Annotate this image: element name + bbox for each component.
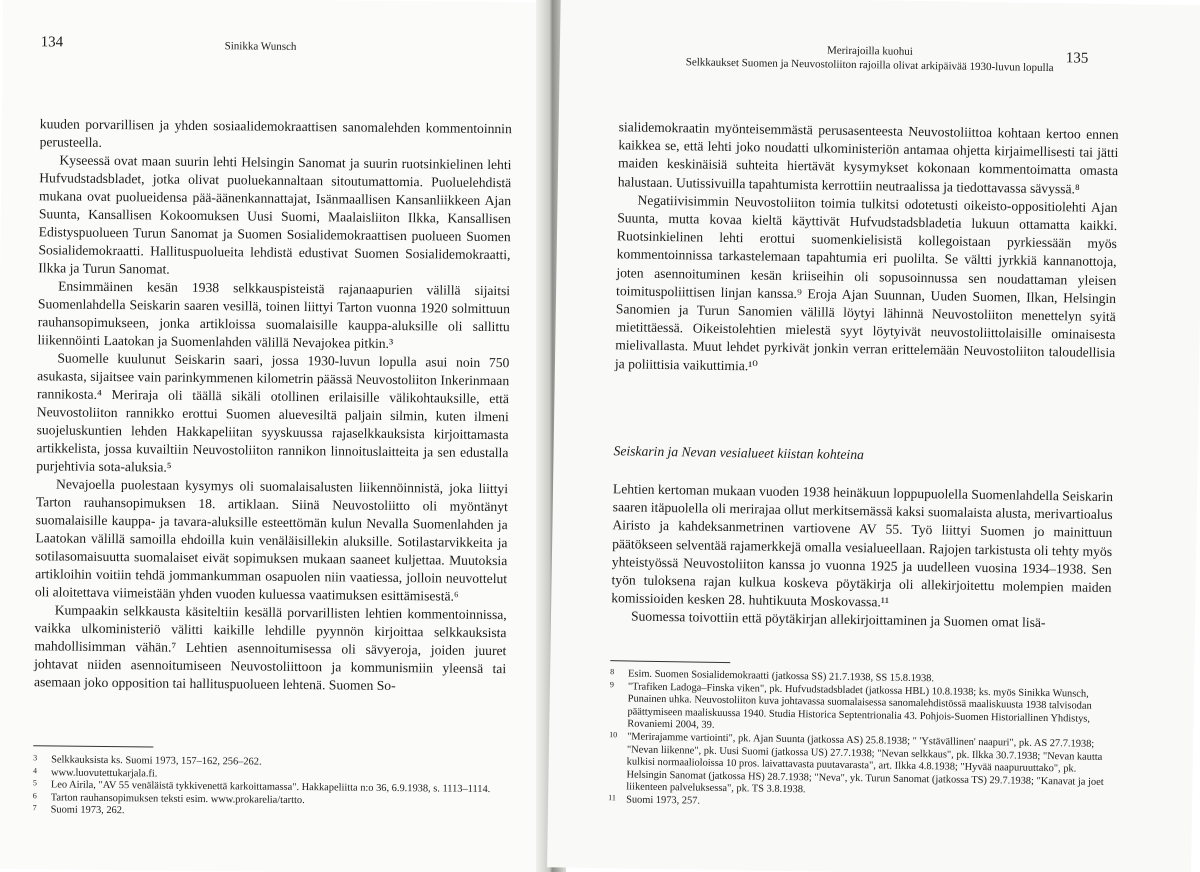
- footnote-divider: [33, 745, 153, 747]
- running-head-subtitle: Selkkaukset Suomen ja Neuvostoliiton rajoilla olivat arkipäivää 1930-luvun lopulla: [685, 56, 1054, 75]
- paragraph: Lehtien kertoman mukaan vuoden 1938 heinäkuun loppupuolella Suomenlahdella Seiskarin saaren itäpuolella oli merirajaa ollut merkitsemässä kaksi suomalaista alusta, merivartioalus Airisto ja kahdeksanmetrinen vartiovene AV 55. Työ liittyi Suomen jo mainittuun päätökseen selventää rajamerkkejä omalla vesialueellaan. Rajojen tarkistusta oli tehty myös yhteistyössä Neuvostoliiton kanssa jo vuonna 1925 ja uudelleen vuosina 1934–1938. Sen työn tuloksena rajan kulkua koskeva pöytäkirja oli allekirjoitettu molempien maiden komissioiden kesken 28. huhtikuuta Moskovassa.¹¹: [611, 481, 1114, 610]
- left-footnotes: [33, 754, 504, 822]
- paragraph: Kumpaakin selkkausta käsiteltiin kesällä porvarillisten lehtien kommentoinnissa, vaikka ulkoministeriö välitti kaikille lehdille pyynnön kirjoittaa selkkauksista mahdollisimman vähän.⁷ Lehtien asennoitumisessa oli sävyeroja, joiden juuret johtavat niiden asennoitumiseen Neuvostoliittoon ja kommunismiin yleensä tai asemaan joko opposition tai hallituspuolueen lehtenä. Suomen So-: [33, 602, 507, 694]
- running-head-author: Sinikka Wunsch: [224, 40, 297, 53]
- footnote: [608, 731, 1109, 802]
- footnote-number: 7: [32, 803, 37, 813]
- footnote-number: 4: [33, 765, 38, 775]
- footnote-number: 5: [32, 778, 37, 788]
- footnote-number: 3: [33, 753, 38, 763]
- page-number-left: 134: [40, 34, 64, 51]
- running-head-title: Merirajoilla kuohui: [826, 44, 913, 58]
- footnote-text: Suomi 1973, 262.: [50, 804, 125, 817]
- footnote-text: www.luovutettukarjala.fi.: [50, 767, 158, 780]
- footnote-text: "Merirajamme vartiointi", pk. Ajan Suunta (jatkossa AS) 25.8.1938; " 'Ystävällinen' naapuri", pk. AS 27.7.1938; "Nevan liikenne", pk. Uusi Suomi (jatkossa US) 27.7.1938; "Nevan selkkaus", pk. Ilkka 30.7.1938; "Nevan kautta kulkisi normaalioloissa 10 pros. laivattavasta puutavarasta", art. Ilkka 4.8.1938; "Hyvää naapuruuttako", pk. Helsingin Sanomat (jatkossa HS) 28.7.1938; "Neva", yk. Turun Sanomat (jatkossa TS) 29.7.1938; "Kanavat ja joet liikenteen palveluksessa", pk. TS 3.8.1938.: [626, 731, 1104, 796]
- right-page: [547, 0, 1200, 872]
- paragraph: Suomelle kuulunut Seiskarin saari, jossa 1930-luvun lopulla asui noin 750 asukasta, sijaitsee vain parinkymmenen kilometrin päässä Neuvostoliiton Inkerinmaan rannikosta.⁴ Meriraja oli täällä sikäli otollinen erilaisille välikohtauksille, että Neuvostoliiton rannikko erottui Suomen aluevesiltä paljain silmin, kuten ilmeni suojeluskuntien lehden Hakkapeliitan syyskuussa rajaselkkauksista kirjoittamasta artikkelista, jossa kuvailtiin Neuvostoliiton rannikon linnoituslaitteita ja sen edustalla purjehtivia sota-aluksia.⁵: [36, 350, 510, 475]
- paragraph: sialidemokraatin myönteisemmästä perusasenteesta Neuvostoliittoa kohtaan kertoo ennen kaikkea se, että lehti joko noudatti ulkoministeriön antamaa ohjetta kirjaimellisesti tai jätti maiden keskinäisiä suhteita hiertävät kysymykset kokonaan kommentoimatta omasta halustaan. Uutissivuilla tapahtumista kerrottiin neutraalissa ja tiedottavassa sävyssä.⁸: [617, 119, 1119, 197]
- paragraph: Ensimmäinen kesän 1938 selkkauspisteistä rajanaapurien välillä sijaitsi Suomenlahdella Seiskarin saaren vesillä, toinen liittyi Tarton vuonna 1920 solmittuun rauhansopimukseen, jonka artikloissa suomalaisille kauppa-aluksille oli sallittu liikennöinti Laatokan ja Suomenlahden välillä Nevajokea pitkin.³: [37, 278, 511, 351]
- footnote-number: 8: [610, 667, 615, 677]
- footnote-text: Tarton rauhansopimuksen teksti esim. www.prokarelia/tartto.: [50, 792, 305, 806]
- right-body-text-2: [611, 480, 1113, 633]
- footnote-text: Suomi 1973, 257.: [626, 794, 701, 807]
- right-body-text: [615, 118, 1119, 381]
- paragraph: Negatiivisimmin Neuvostoliiton toimia tulkitsi odotetusti oikeisto-oppositiolehti Ajan Suunta, mutta kovaa kieltä käyttivät Hufvudstadsbladetia lukuun ottamatta kaikki. Ruotsinkielinen lehti erottui suomenkielisistä kollegoistaan pyrkiessään myös kommentoinnissa tarkastelemaan tapahtumia eri puolilta. Se vältti jyrkkiä kannanottoja, joten asennoituminen kesän kriiseihin oli sopusoinnussa sen noudattaman yleisen toimituspoliittisen linjan kanssa.⁹ Eroja Ajan Suunnan, Uuden Suomen, Ilkan, Helsingin Sanomien ja Turun Sanomien välillä löytyi lähinnä Neuvostoliiton menettelyn syitä mietittäessä. Oikeistolehtien mielestä syyt löytyivät neuvostoliittolaisille ominaisesta mielivallasta. Muut lehdet pyrkivät jonkin verran erittelemään Neuvostoliiton taloudellisia ja poliittisia vaikuttimia.¹⁰: [614, 192, 1118, 374]
- footnote-divider: [610, 660, 730, 663]
- paragraph: Nevajoella puolestaan kysymys oli suomalaisalusten liikennöinnistä, joka liittyi Tarton rauhansopimuksen 18. artiklaan. Siinä Neuvostoliitto oli myöntänyt suomalaisille kauppa- ja tavara-aluksille esteettömän kulun Nevalla Suomenlahden ja Laatokan välillä samoilla ehdoilla kuin venäläisillekin aluksille. Sotilastarvikkeita ja sotilasomaisuutta suomalaiset eivät sopimuksen mukaan saaneet kuljettaa. Muutoksia artikloihin voitiin tehdä jommankumman osapuolen niin vaatiessa, jolloin neuvottelut oli aloitettava viimeistään yhden vuoden kuluessa vaatimuksen esittämisestä.⁶: [34, 476, 509, 604]
- paragraph: Suomessa toivottiin että pöytäkirjan allekirjoittaminen ja Suomen omat lisä-: [630, 608, 1046, 631]
- right-footnotes: [608, 668, 1110, 814]
- running-head: [630, 40, 1110, 76]
- left-page: [0, 0, 551, 872]
- page-number-right: 135: [1065, 50, 1089, 67]
- footnote-number: 11: [608, 793, 616, 803]
- footnote-number: 6: [32, 791, 37, 801]
- footnote-text: Selkkauksista ks. Suomi 1973, 157–162, 256–262.: [51, 754, 262, 768]
- left-body-text: [34, 115, 512, 696]
- paragraph: Kyseessä ovat maan suurin lehti Helsingin Sanomat ja suurin ruotsinkielinen lehti Hufvudstadsbladet, jotka olivat puoluekannaltaan sitoutumattomia. Puoluelehdistä mukana ovat puolueidensa pää-äänenkannattajat, Isänmaallisen Kansanliikkeen Ajan Suunta, Kansallisen Kokoomuksen Uusi Suomi, Maalaisliiton Ilkka, Kansallisen Edistyspuolueen Turun Sanomat ja Suomen Sosialidemokraattisen puolueen Suomen Sosialidemokraatti. Hallituspuolueita lehdistä edustivat Suomen Sosialidemokraatti, Ilkka ja Turun Sanomat.: [38, 152, 512, 277]
- footnote-text: Leo Airila, "AV 55 venäläistä tykkivenettä karkoittamassa". Hakkapeliitta n:o 36, 6.9.1938, s. 1113–1114.: [50, 779, 491, 796]
- paragraph: kuuden porvarillisen ja yhden sosiaalidemokraattisen sanomalehden kommentoinnin perusteella.: [39, 116, 512, 150]
- section-subheading: Seiskarin ja Nevan vesialueet kiistan kohteina: [613, 443, 864, 463]
- footnote-text: "Trafiken Ladoga–Finska viken", pk. Hufvudstadsbladet (jatkossa HBL) 10.8.1938; ks. myös Sinikka Wunsch, Punainen uhka. Neuvostoliiton kuva johtavassa suomalaisessa sanomalehdistössä maaliskuusta 1938 talvisodan päättymiseen maaliskuussa 1940. Studia Historica Septentrionalia 43. Pohjois-Suomen Historiallinen Yhdistys, Rovaniemi 2004, 39.: [627, 681, 1092, 732]
- footnote-number: 9: [609, 679, 615, 689]
- footnote: [609, 681, 1110, 739]
- footnote-number: 10: [609, 730, 618, 740]
- footnote-text: Esim. Suomen Sosialidemokraatti (jatkossa SS) 21.7.1938, SS 15.8.1938.: [628, 668, 935, 685]
